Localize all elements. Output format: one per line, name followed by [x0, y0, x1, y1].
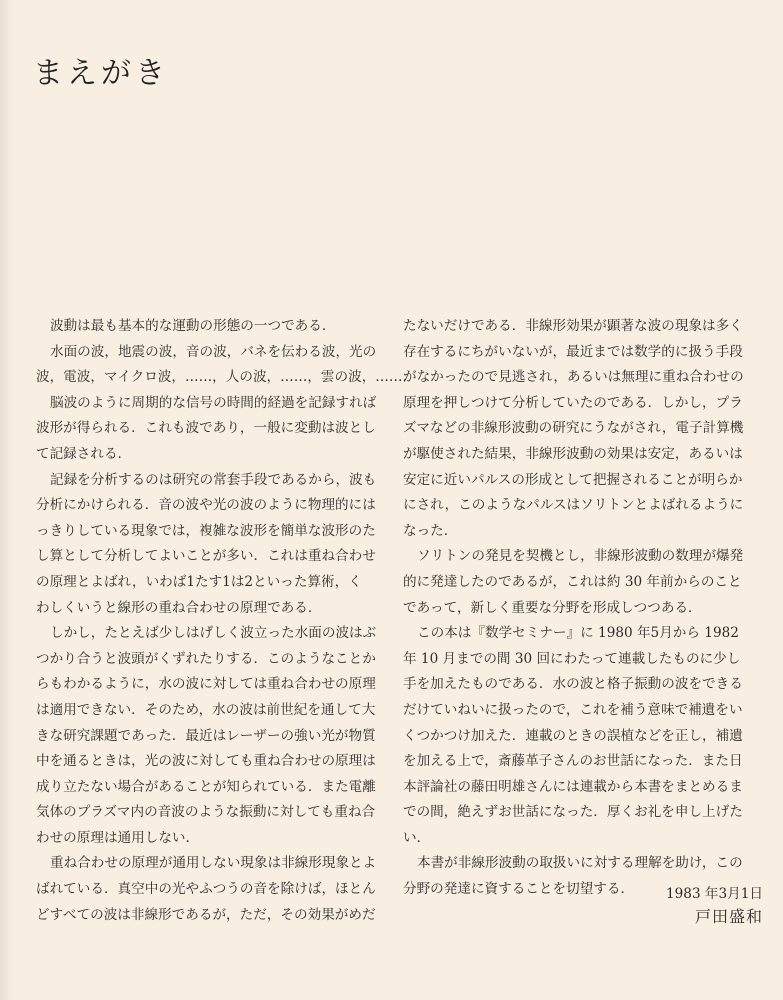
- text-line: くつかつけ加えた．連載のときの誤植などを正し，補遺: [403, 727, 743, 744]
- text-line: 手を加えたものである．水の波と格子振動の波をできる: [403, 676, 743, 693]
- text-line: 存在するにちがいないが，最近までは数学的に扱う手段: [403, 343, 743, 360]
- text-line: どすべての波は非線形であるが，ただ，その効果がめだ: [36, 906, 376, 923]
- text-line: 記録を分析するのは研究の常套手段であるから，波も: [50, 471, 377, 488]
- text-line: 重ね合わせの原理が通用しない現象は非線形現象とよ: [50, 855, 377, 872]
- text-line: 成り立たない場合があることが知られている．また電離: [36, 778, 376, 795]
- signature-date: 1983 年3月1日: [666, 886, 763, 902]
- text-line: たないだけである．非線形効果が顕著な波の現象は多く: [403, 318, 743, 334]
- text-line: 波，電波，マイクロ波，……，人の波，……，雲の波，……．: [36, 369, 417, 386]
- text-line: しかし，たとえば少しはげしく波立った水面の波はぶ: [50, 625, 377, 642]
- text-line: 分野の発達に資することを切望する．: [403, 881, 635, 898]
- text-line: い．: [403, 829, 431, 846]
- text-line: を加える上で，斎藤革子さんのお世話になった．また日: [403, 753, 743, 770]
- text-line: 的に発達したのであるが，これは約 30 年前からのこと: [403, 573, 742, 590]
- text-line: らもわかるように，水の波に対しては重ね合わせの原理: [36, 676, 376, 693]
- text-line: の原理とよばれ，いわば1たす1は2といった算術，く: [36, 573, 362, 590]
- text-line: だけていねいに扱ったので，これを補う意味で補遺をい: [403, 701, 743, 718]
- text-line: が駆使された結果，非線形波動の効果は安定，あるいは: [403, 445, 743, 462]
- text-line: 安定に近いパルスの形成として把握されることが明らか: [403, 471, 743, 488]
- text-line: なった．: [403, 522, 458, 539]
- text-line: ばれている．真空中の光やふつうの音を除けば，ほとん: [36, 881, 376, 898]
- text-line: きな研究課題であった．最近はレーザーの強い光が物質: [36, 727, 376, 744]
- text-line: 本書が非線形波動の取扱いに対する理解を助け，この: [417, 855, 743, 872]
- text-line: 気体のプラズマ内の音波のような振動に対しても重ね合: [36, 804, 376, 821]
- text-line: 原理を押しつけて分析していたのである．しかし，プラ: [403, 394, 743, 411]
- text-line: での間，絶えずお世話になった．厚くお礼を申し上げた: [403, 804, 743, 821]
- text-line: ソリトンの発見を契機とし，非線形波動の数理が爆発: [417, 548, 744, 565]
- page-edge-shadow: [0, 0, 14, 1000]
- text-line: し算として分析してよいことが多い．これは重ね合わせ: [36, 548, 376, 565]
- text-line: っきりしている現象では，複雑な波形を簡単な波形のた: [36, 522, 376, 539]
- signature-author: 戸田盛和: [694, 907, 763, 926]
- text-line: 水面の波，地震の波，音の波，バネを伝わる波，光の: [50, 343, 377, 360]
- text-line: にされ，このようなパルスはソリトンとよばれるように: [403, 497, 744, 514]
- text-line: わしくいうと線形の重ね合わせの原理である．: [36, 599, 322, 616]
- right-text-column: [403, 314, 769, 903]
- text-line: つかり合うと波頭がくずれたりする．このようなことか: [36, 650, 376, 667]
- text-line: 分析にかけられる．音の波や光の波のように物理的には: [36, 497, 376, 514]
- text-line: ズマなどの非線形波動の研究にうながされ，電子計算機: [403, 420, 744, 437]
- text-line: 中を通るときは，光の波に対しても重ね合わせの原理は: [36, 753, 376, 770]
- text-line: 年 10 月までの間 30 回にわたって連載したものに少し: [403, 650, 741, 667]
- text-line: 本評論社の藤田明雄さんには連載から本書をまとめるま: [403, 778, 743, 795]
- left-text-column: [36, 314, 417, 928]
- text-line: この本は『数学セミナー』に 1980 年5月から 1982: [417, 625, 739, 642]
- text-line: 波動は最も基本的な運動の形態の一つである．: [50, 318, 336, 334]
- page-title: まえがき: [33, 56, 169, 91]
- text-line: わせの原理は通用しない．: [36, 829, 200, 846]
- text-line: がなかったので見逃され，あるいは無理に重ね合わせの: [403, 369, 744, 386]
- text-line: 脳波のように周期的な信号の時間的経過を記録すれば: [50, 394, 377, 411]
- text-line: は適用できない．そのため，水の波は前世紀を通して大: [36, 701, 376, 718]
- text-line: 波形が得られる．これも波であり，一般に変動は波とし: [36, 420, 376, 437]
- text-line: であって，新しく重要な分野を形成しつつある．: [403, 599, 702, 616]
- text-line: て記録される．: [36, 445, 132, 462]
